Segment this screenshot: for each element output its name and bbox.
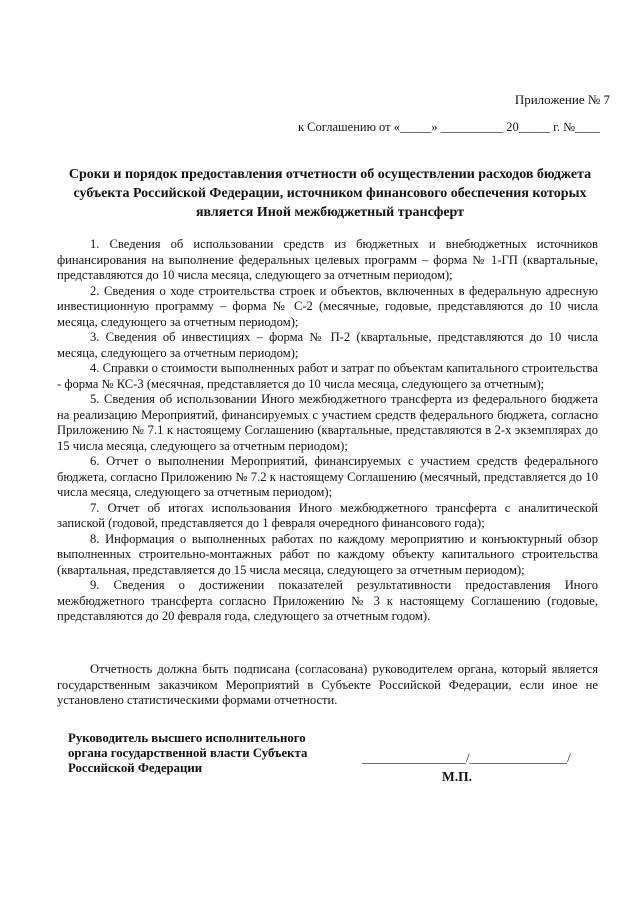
signing-note: Отчетность должна быть подписана (согласована) руководителем органа, который является государственным заказчиком Мероприятий в Субъекте Российской Федерации, если иное не установлено статистическими формами отчетности.	[57, 662, 598, 707]
list-item: 4. Справки о стоимости выполненных работ и затрат по объектам капитального строительства - форма № КС-3 (месячная, представляется до 10 числа месяца, следующего за отчетным);	[57, 361, 598, 391]
list-item: 7. Отчет об итогах использования Иного межбюджетного трансферта с аналитической запиской (годовой, представляется до 1 февраля очередного финансового года);	[57, 500, 598, 530]
list-item: 5. Сведения об использовании Иного межбюджетного трансферта из федерального бюджета на реализацию Мероприятий, финансируемых с участием средств федерального бюджета, согласно Приложению № 7.1 к настоящему Соглашению (квартальные, представляются в 2-х экземплярах до 15 числа месяца, следующего за отчетным периодом);	[57, 392, 598, 453]
signer-title-line: Российской Федерации	[68, 761, 203, 775]
signer-title-line: Руководитель высшего исполнительного	[68, 731, 306, 745]
list-item: 1. Сведения об использовании средств из бюджетных и внебюджетных источников финансирования на выполнение федеральных целевых программ – форма № 1-ГП (квартальные, представляются до 10 числа месяца, следующего за отчетным периодом);	[57, 237, 598, 282]
list-item: 3. Сведения об инвестициях – форма № П-2 (квартальные, представляются до 10 числа месяца, следующего за отчетным периодом);	[57, 330, 598, 360]
signer-title-line: органа государственной власти Субъекта	[68, 746, 308, 760]
appendix-label: Приложение № 7	[514, 92, 610, 107]
list-item: 9. Сведения о достижении показателей результативности предоставления Иного межбюджетного трансферта согласно Приложению № 3 к настоящему Соглашению (годовые, представляются до 20 февраля года, следующего за отчетным годом).	[57, 578, 598, 623]
list-item: 6. Отчет о выполнении Мероприятий, финансируемых с участием средств федерального бюджета, согласно Приложению № 7.2 к настоящему Соглашению (месячный, представляется до 10 числа месяца, следующего за отчетным периодом);	[57, 454, 598, 499]
reporting-items-list	[57, 237, 598, 625]
signature-line: ________________/_______________/	[362, 750, 571, 765]
list-item: 2. Сведения о ходе строительства строек и объектов, включенных в федеральную адресную инвестиционную программу – форма № С-2 (месячные, годовые, представляются до 10 числа месяца, следующего за отчетным периодом);	[57, 283, 598, 329]
list-item: 8. Информация о выполненных работах по каждому мероприятию и конъюктурный обзор выполненных строительно-монтажных работ по каждому объекту капитального строительства (квартальная, представляется до 15 числа месяца, следующего за отчетным периодом);	[57, 531, 598, 577]
stamp-place-label: М.П.	[442, 769, 472, 784]
document-title: Сроки и порядок предоставления отчетности об осуществлении расходов бюджета субъекта Российской Федерации, источником финансового обеспечения которых является Иной межбюджетный трансферт	[68, 167, 592, 220]
signer-title	[68, 731, 338, 776]
agreement-reference: к Соглашению от «_____» __________ 20_____ г. №____	[297, 120, 600, 134]
